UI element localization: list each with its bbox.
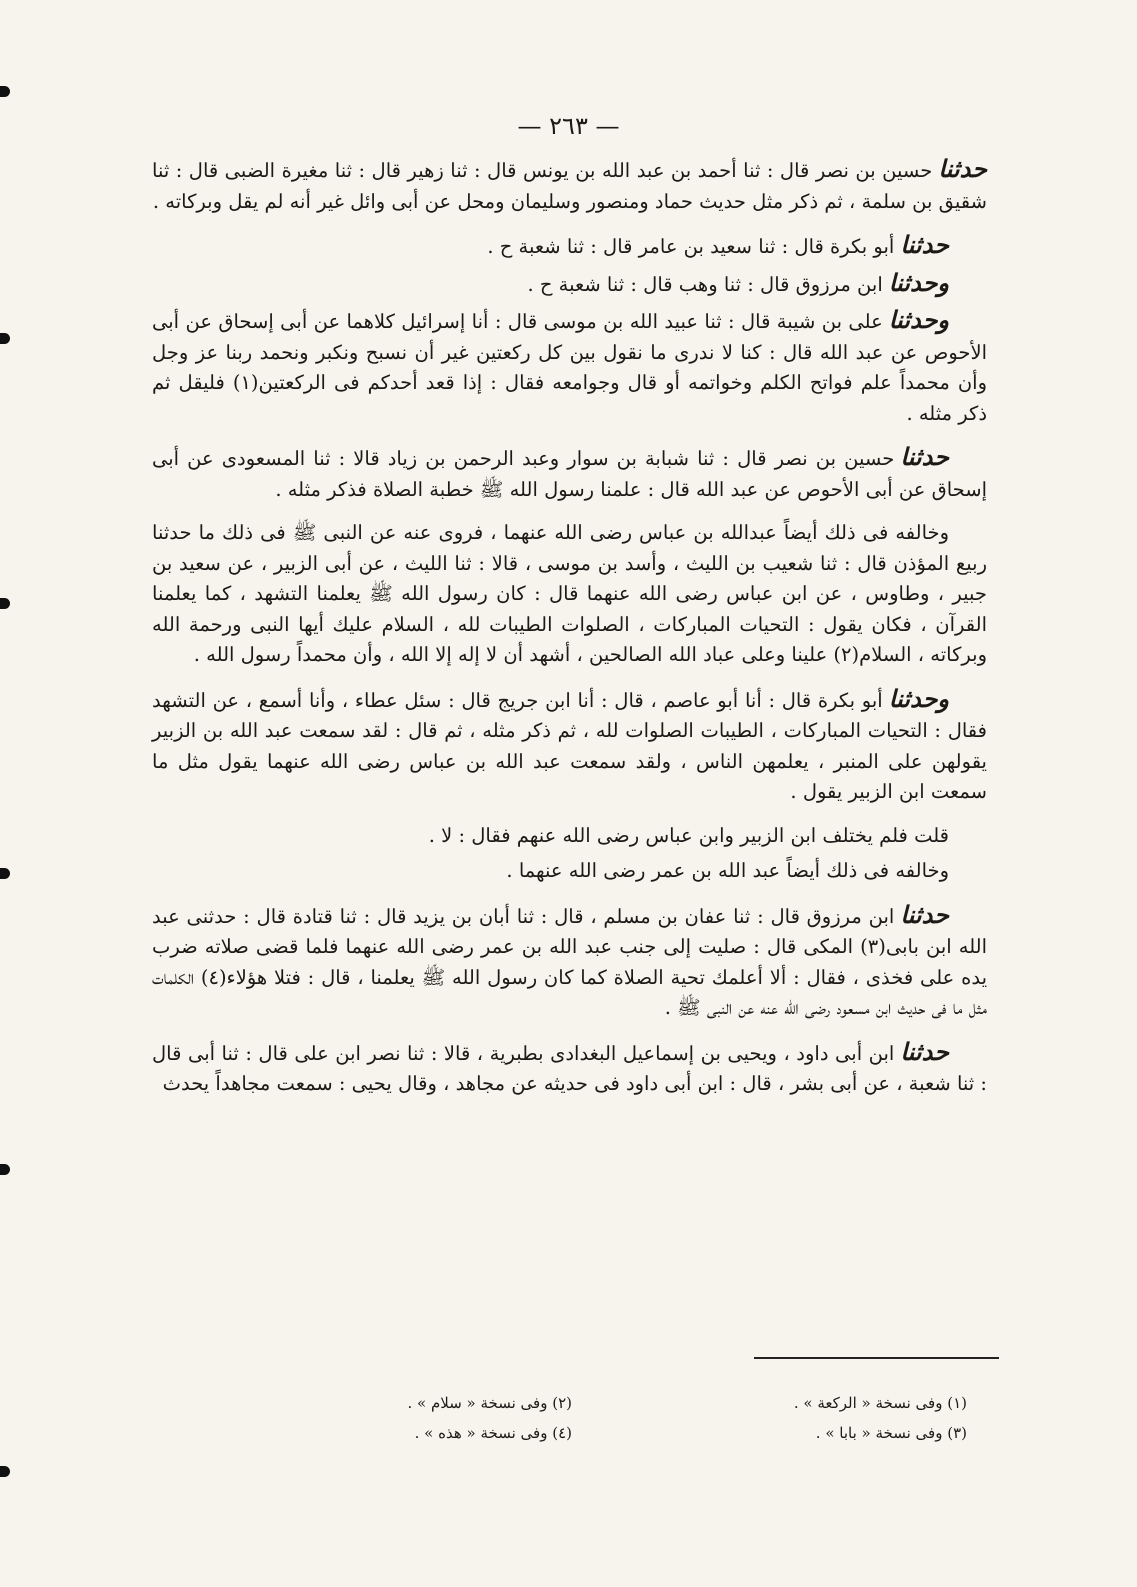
hadith-keyword: وحدثنا — [888, 267, 949, 297]
hadith-keyword: حدثنا — [938, 154, 987, 183]
margin-mark — [0, 868, 10, 879]
paragraph — [152, 1037, 987, 1100]
paragraph — [152, 442, 987, 505]
margin-mark — [0, 1164, 10, 1175]
paragraph-text: ابن مرزوق قال : ثنا عفان بن مسلم ، قال : ثنا أبان بن يزيد قال : ثنا قتادة قال : حدثنى عبد الله ابن بابى(٣) المكى قال : صليت إلى جنب عبد الله بن عمر رضى الله عنهما فلما قضى صلاته ضرب يده على فخذى ، فقال : ألا أعلمك تحية الصلاة كما كان رسول الله ﷺ يعلمنا ، قال : فتلا هؤلاء(٤) الكلمات مثل ما فى حديث ابن مسعود رضى الله عنه عن النبى ﷺ . — [152, 904, 988, 1019]
hadith-keyword: حدثنا — [900, 1036, 949, 1066]
footnotes — [307, 1388, 967, 1448]
footnote: (٣) وفى نسخة « بابا » . — [815, 1424, 967, 1442]
paragraph-text: حسين بن نصر قال : ثنا أحمد بن عبد الله بن يونس قال : ثنا زهير قال : ثنا مغيرة الضبى قال : ثنا شقيق بن سلمة ، ثم ذكر مثل حديث حماد ومنصور وسليمان ومحل عن أبى وائل غير أنه لم يقل وبركاته . — [152, 159, 987, 213]
margin-mark — [0, 333, 10, 344]
hadith-keyword: حدثنا — [900, 899, 949, 929]
paragraph-text: على بن شيبة قال : ثنا عبيد الله بن موسى قال : أنا إسرائيل كلاهما عن أبى إسحاق عن أبى الأحوص عن عبد الله قال : كنا لا ندرى ما نقول بين كل ركعتين غير أن نسبح ونكبر ونحمد ربنا عز وجل وأن محمداً علم فواتح الكلم وخواتمه أو قال وجوامعه فقال : إذا قعد أحدكم فى الركعتين(١) فليقل ثم ذكر مثله . — [152, 310, 988, 425]
margin-mark — [0, 598, 10, 609]
paragraph-text: حسين بن نصر قال : ثنا شبابة بن سوار وعبد الرحمن بن زياد قالا : ثنا المسعودى عن أبى إسحاق عن أبى الأحوص عن عبد الله قال : علمنا رسول الله ﷺ خطبة الصلاة فذكر مثله . — [152, 447, 987, 501]
page-number: — ٢٦٣ — — [517, 112, 620, 140]
hadith-keyword: وحدثنا — [888, 305, 949, 334]
hadith-keyword: حدثنا — [900, 230, 949, 259]
margin-mark — [0, 1466, 10, 1477]
paragraph — [152, 305, 987, 429]
hadith-keyword: حدثنا — [900, 442, 949, 471]
main-text — [152, 154, 987, 1113]
paragraph — [152, 900, 987, 1024]
paragraph — [152, 154, 987, 217]
footnote: (٤) وفى نسخة « هذه » . — [414, 1424, 572, 1442]
paragraph-text: وخالفه فى ذلك أيضاً عبدالله بن عباس رضى الله عنهما ، فروى عنه عن النبى ﷺ فى ذلك ما حدثنا ربيع المؤذن قال : ثنا شعيب بن الليث ، وأسد بن موسى ، قالا : ثنا الليث ، عن أبى الزبير ، عن سعيد بن جبير ، وطاوس ، عن ابن عباس رضى الله عنهما قال : كان رسول الله ﷺ يعلمنا التشهد ، كما يعلمنا القرآن ، فكان يقول : التحيات المباركات ، الصلوات الطيبات لله ، السلام عليك أيها النبى ورحمة الله وبركاته ، السلام(٢) علينا وعلى عباد الله الصالحين ، أشهد أن لا إله إلا الله ، وأن محمداً رسول الله . — [152, 521, 987, 666]
hadith-keyword: وحدثنا — [888, 683, 949, 713]
paragraph-text: قلت فلم يختلف ابن الزبير وابن عباس رضى الله عنهم فقال : لا . — [428, 823, 949, 847]
footnote: (١) وفى نسخة « الركعة » . — [793, 1394, 967, 1412]
paragraph-text: ابن مرزوق قال : ثنا وهب قال : ثنا شعبة ح . — [527, 272, 883, 296]
paragraph — [152, 684, 987, 808]
paragraph — [152, 856, 987, 887]
paragraph — [152, 821, 987, 852]
paragraph — [152, 230, 987, 263]
paragraph-text: أبو بكرة قال : أنا أبو عاصم ، قال : أنا ابن جريج قال : سئل عطاء ، وأنا أسمع ، عن التشهد فقال : التحيات المباركات ، الطيبات الصلوات لله ، ثم ذكر مثله ، ثم قال : لقد سمعت عبد الله بن الزبير يقولهن على المنبر ، يعلمهن الناس ، ولقد سمعت عبد الله بن عباس رضى الله عنهما يقول مثل ما سمعت ابن الزبير يقول . — [152, 688, 987, 803]
paragraph-text: أبو بكرة قال : ثنا سعيد بن عامر قال : ثنا شعبة ح . — [487, 235, 895, 258]
paragraph-text: ابن أبى داود ، ويحيى بن إسماعيل البغدادى بطبرية ، قالا : ثنا نصر ابن على قال : ثنا أبى قال : ثنا شعبة ، عن أبى بشر ، قال : ابن أبى داود فى حديثه عن مجاهد ، وقال يحيى : سمعت مجاهداً يحدث — [152, 1041, 987, 1095]
paragraph-text: وخالفه فى ذلك أيضاً عبد الله بن عمر رضى الله عنهما . — [506, 859, 949, 882]
footnote-divider — [754, 1357, 999, 1359]
paragraph — [152, 268, 987, 301]
footnote: (٢) وفى نسخة « سلام » . — [407, 1394, 572, 1412]
paragraph — [152, 518, 987, 671]
margin-mark — [0, 86, 10, 97]
